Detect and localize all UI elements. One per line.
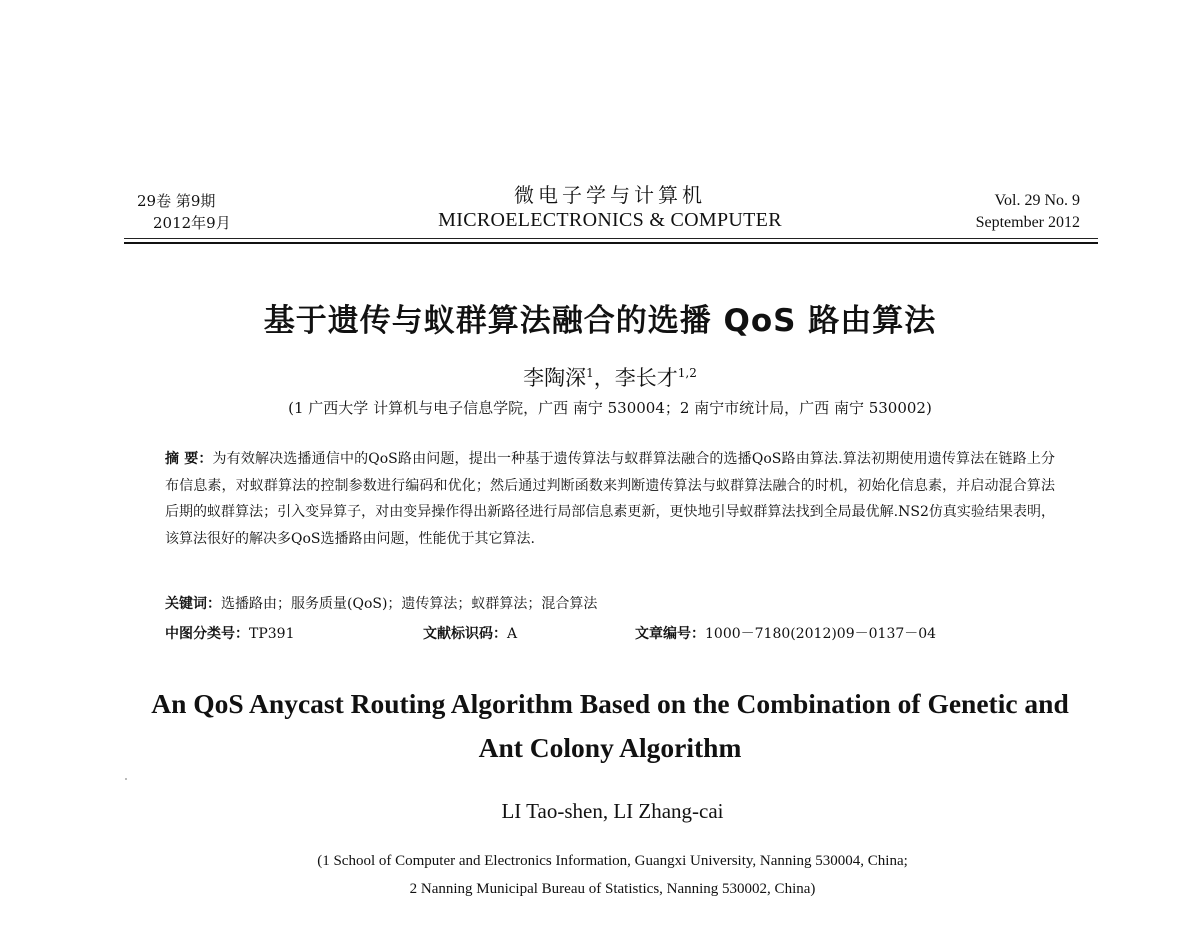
author-2-sup: 1,2 <box>677 366 697 380</box>
journal-name <box>400 183 820 233</box>
clc-label: 中图分类号： <box>165 626 249 642</box>
author-2-cn: 李长才 <box>614 366 678 390</box>
volume-issue: 29卷 第9期 <box>137 192 216 210</box>
affiliation-cn: (1 广西大学 计算机与电子信息学院，广西 南宁 530004；2 南宁市统计局，广西 南宁 530002) <box>288 399 932 417</box>
clc-value: TP391 <box>249 626 295 642</box>
document-code <box>423 623 517 643</box>
journal-name-en: MICROELECTRONICS & COMPUTER <box>438 209 782 231</box>
header-rule-thin <box>124 238 1098 239</box>
keywords-cn <box>165 593 597 613</box>
authors-cn <box>0 362 1200 392</box>
author-1-cn: 李陶深 <box>523 366 587 390</box>
journal-vol-info <box>976 190 1080 234</box>
doc-code-value: A <box>507 626 518 642</box>
keywords-label: 关键词： <box>165 596 221 612</box>
journal-issue-info <box>137 190 231 234</box>
date-cn: 2012年9月 <box>153 214 231 232</box>
article-number-value: 1000－7180(2012)09－0137－04 <box>705 626 937 642</box>
date-en: September 2012 <box>975 214 1080 231</box>
abstract-label: 摘 要： <box>165 451 213 467</box>
affiliation-en-line-2: 2 Nanning Municipal Bureau of Statistics, Nanning 530002, China) <box>409 881 816 897</box>
paper-title-en: An QoS Anycast Routing Algorithm Based on the Combination of Genetic and Ant Colony Algorithm <box>151 688 1069 763</box>
article-number <box>635 623 936 643</box>
paper-title-cn: 基于遗传与蚁群算法融合的选播 QoS 路由算法 <box>263 303 937 339</box>
doc-code-label: 文献标识码： <box>423 626 507 642</box>
abstract-text: 为有效解决选播通信中的QoS路由问题，提出一种基于遗传算法与蚁群算法融合的选播QoS路由算法.算法初期使用遗传算法在链路上分布信息素，对蚁群算法的控制参数进行编码和优化；然后通过判断函数来判断遗传算法与蚁群算法融合的时机，初始化信息素，并启动混合算法后期的蚁群算法；引入变异算子，对由变异操作得出新路径进行局部信息素更新，更快地引导蚁群算法找到全局最优解.NS2仿真实验结果表明，该算法很好的解决多QoS选播路由问题，性能优于其它算法. <box>165 451 1055 547</box>
affiliation-en <box>0 847 1200 903</box>
author-1-sup: 1 <box>586 366 594 380</box>
journal-name-cn: 微电子学与计算机 <box>514 183 706 207</box>
scan-speck <box>125 778 127 780</box>
authors-en: LI Tao-shen, LI Zhang-cai <box>501 799 724 823</box>
article-number-label: 文章编号： <box>635 626 705 642</box>
author-separator: ， <box>593 366 615 390</box>
abstract-cn <box>165 446 1055 552</box>
vol-no: Vol. 29 No. 9 <box>994 192 1080 209</box>
affiliation-en-line-1: (1 School of Computer and Electronics Information, Guangxi University, Nanning 530004, China; <box>317 853 908 869</box>
clc-number <box>165 623 294 643</box>
keywords-text: 选播路由；服务质量(QoS)；遗传算法；蚁群算法；混合算法 <box>221 596 598 612</box>
header-rule-thick <box>124 242 1098 244</box>
